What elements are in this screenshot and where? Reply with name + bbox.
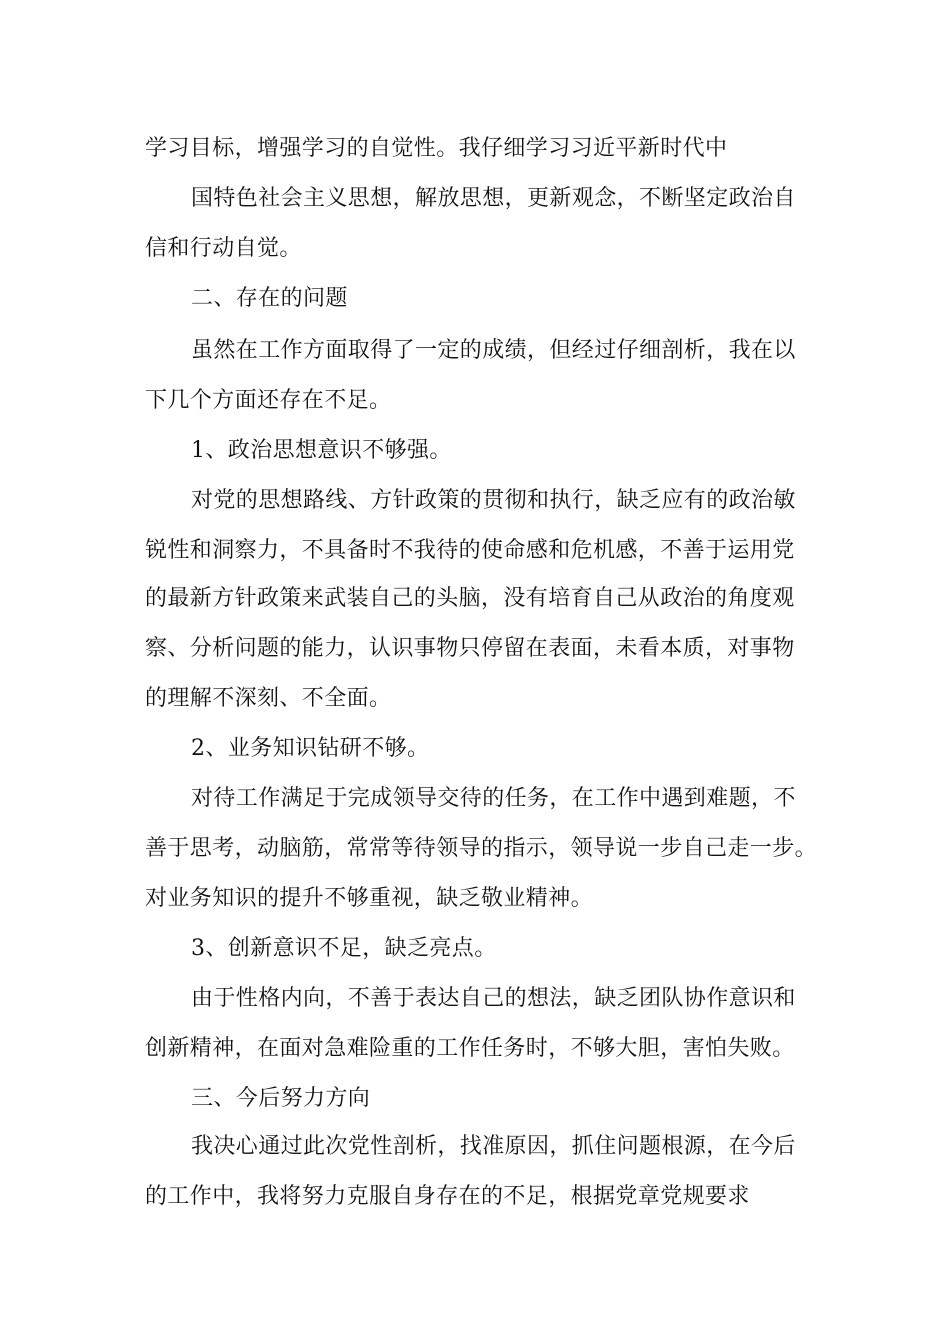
text-line: 下几个方面还存在不足。 (145, 388, 392, 413)
text-line: 对待工作满足于完成领导交待的任务，在工作中遇到难题，不 (191, 786, 796, 811)
subsection-heading: 1、政治思想意识不够强。 (191, 438, 452, 463)
text-line: 虽然在工作方面取得了一定的成绩，但经过仔细剖析，我在以 (191, 338, 796, 363)
text-line: 的最新方针政策来武装自己的头脑，没有培育自己从政治的角度观 (145, 586, 795, 611)
section-heading: 三、今后努力方向 (191, 1086, 371, 1111)
text-line: 信和行动自觉。 (145, 236, 302, 261)
text-line: 对业务知识的提升不够重视，缺乏敬业精神。 (145, 886, 594, 911)
text-line: 察、分析问题的能力，认识事物只停留在表面，未看本质，对事物 (145, 636, 795, 661)
text-line: 创新精神，在面对急难险重的工作任务时，不够大胆，害怕失败。 (145, 1036, 795, 1061)
text-line: 国特色社会主义思想，解放思想，更新观念，不断坚定政治自 (191, 186, 796, 211)
text-line: 我决心通过此次党性剖析，找准原因，抓住问题根源，在今后 (191, 1134, 796, 1159)
section-heading: 二、存在的问题 (191, 286, 348, 311)
text-line: 学习目标，增强学习的自觉性。我仔细学习习近平新时代中 (145, 136, 728, 161)
subsection-heading: 3、创新意识不足，缺乏亮点。 (191, 936, 497, 961)
text-line: 对党的思想路线、方针政策的贯彻和执行，缺乏应有的政治敏 (191, 488, 796, 513)
text-line: 的工作中，我将努力克服自身存在的不足，根据党章党规要求 (145, 1184, 750, 1209)
subsection-heading: 2、业务知识钻研不够。 (191, 736, 430, 761)
text-line: 的理解不深刻、不全面。 (145, 686, 392, 711)
text-line: 锐性和洞察力，不具备时不我待的使命感和危机感，不善于运用党 (145, 538, 795, 563)
text-line: 由于性格内向，不善于表达自己的想法，缺乏团队协作意识和 (191, 986, 796, 1011)
text-line: 善于思考，动脑筋，常常等待领导的指示，领导说一步自己走一步。 (145, 836, 818, 861)
